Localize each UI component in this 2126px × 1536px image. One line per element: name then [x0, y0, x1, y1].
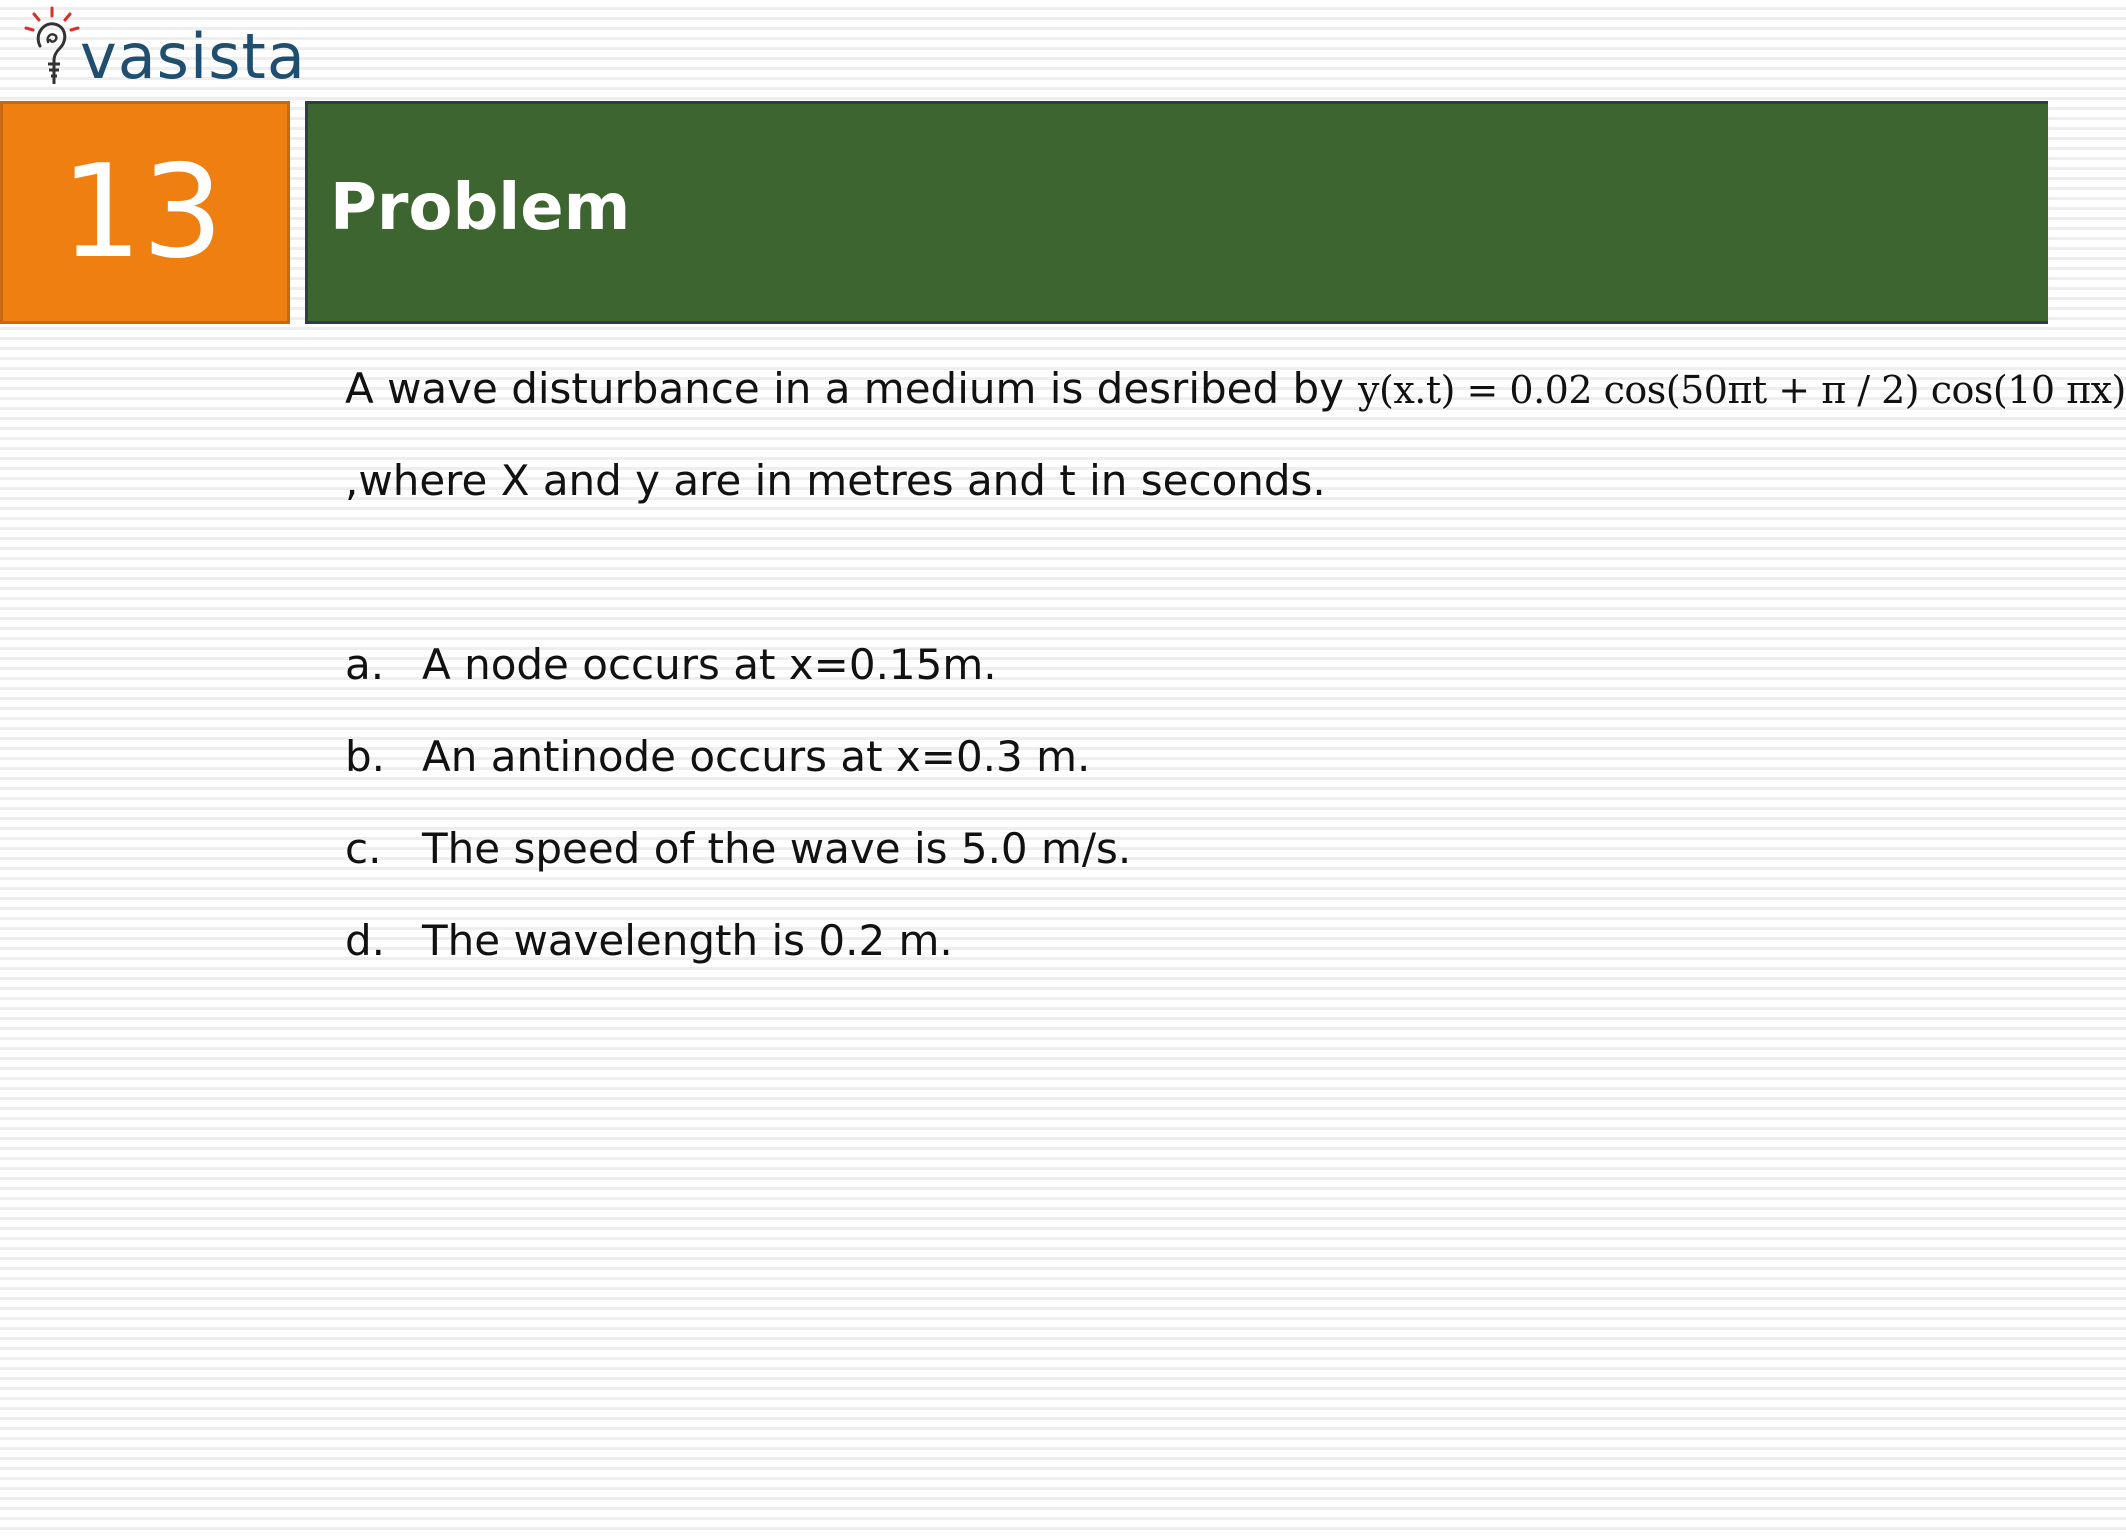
problem-intro: A wave disturbance in a medium is desribed by: [345, 364, 1345, 413]
option-b: [345, 732, 1091, 781]
option-text: The speed of the wave is 5.0 m/s.: [422, 824, 1132, 873]
slide-title: Problem: [330, 171, 631, 245]
slide-number-box: [0, 101, 290, 324]
logo-wordmark: vasista: [80, 20, 306, 93]
option-letter: d.: [345, 916, 386, 965]
title-bar: [305, 101, 2048, 324]
option-text: An antinode occurs at x=0.3 m.: [422, 732, 1091, 781]
option-letter: b.: [345, 732, 386, 781]
option-letter: c.: [345, 824, 382, 873]
problem-continuation: ,where X and y are in metres and t in seconds.: [345, 456, 1326, 505]
vasista-logo: [20, 4, 306, 98]
option-text: The wavelength is 0.2 m.: [422, 916, 953, 965]
slide-number: 13: [60, 137, 224, 287]
option-letter: a.: [345, 640, 385, 689]
wave-equation: y(x.t) = 0.02 cos(50πt + π / 2) cos(10 πx): [1358, 368, 2126, 412]
option-d: [345, 916, 953, 965]
problem-statement: [345, 364, 2126, 413]
option-a: [345, 640, 997, 689]
option-text: A node occurs at x=0.15m.: [422, 640, 997, 689]
option-c: [345, 824, 1132, 873]
